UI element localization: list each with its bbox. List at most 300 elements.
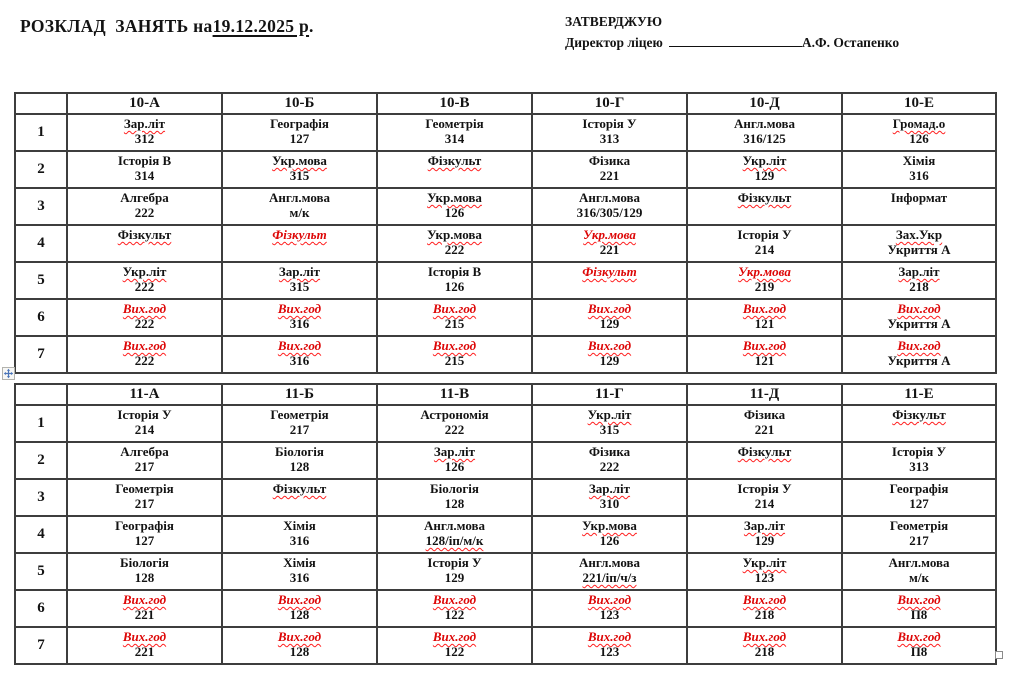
subject-name: Фізкульт bbox=[737, 190, 792, 205]
subject-name: Історія У bbox=[891, 444, 947, 459]
class-name-header[interactable]: 10-Г bbox=[532, 93, 687, 114]
lesson-cell[interactable] bbox=[532, 627, 687, 664]
lesson-cell[interactable] bbox=[532, 516, 687, 553]
class-name-header[interactable]: 11-Г bbox=[532, 384, 687, 405]
room-number: 122 bbox=[444, 607, 465, 622]
period-number[interactable]: 4 bbox=[15, 225, 67, 262]
schedule-row bbox=[15, 299, 996, 336]
room-number: 214 bbox=[754, 496, 775, 511]
subject-name: Геометрія bbox=[115, 481, 174, 496]
room-number: Укриття А bbox=[887, 353, 951, 368]
lesson-cell[interactable] bbox=[687, 405, 842, 442]
subject-name: Фізика bbox=[588, 153, 631, 168]
schedule-row bbox=[15, 553, 996, 590]
room-number: 121 bbox=[754, 353, 775, 368]
room-number: 214 bbox=[134, 422, 155, 437]
subject-name: Біологія bbox=[275, 444, 324, 459]
room-number: 316 bbox=[909, 168, 929, 183]
subject-name: Вих.год bbox=[742, 338, 787, 353]
schedule-row bbox=[15, 627, 996, 664]
schedule-row bbox=[15, 262, 996, 299]
lesson-cell[interactable] bbox=[67, 590, 222, 627]
room-number: Укриття А bbox=[887, 242, 951, 257]
room-number: 128 bbox=[289, 644, 310, 659]
lesson-cell[interactable] bbox=[67, 262, 222, 299]
subject-name: Вих.год bbox=[122, 592, 167, 607]
room-number: 315 bbox=[289, 168, 310, 183]
table-move-handle-icon[interactable] bbox=[2, 367, 15, 380]
subject-name: Географія bbox=[889, 481, 949, 496]
lesson-cell[interactable] bbox=[687, 516, 842, 553]
lesson-cell[interactable] bbox=[377, 299, 532, 336]
room-number: 221 bbox=[599, 168, 620, 183]
room-number: 218 bbox=[754, 607, 775, 622]
lesson-cell[interactable] bbox=[377, 151, 532, 188]
subject-name: Історія У bbox=[117, 407, 172, 422]
subject-name: Фізкульт bbox=[272, 227, 327, 242]
lesson-cell[interactable] bbox=[377, 590, 532, 627]
room-number: 123 bbox=[599, 644, 620, 659]
lesson-cell[interactable] bbox=[377, 336, 532, 373]
room-number: 221 bbox=[754, 422, 775, 437]
room-number: 313 bbox=[599, 131, 620, 146]
lesson-cell[interactable] bbox=[842, 516, 996, 553]
lesson-cell[interactable] bbox=[842, 553, 996, 590]
subject-name: Англ.мова bbox=[733, 116, 796, 131]
room-number: 126 bbox=[444, 279, 465, 294]
room-number: 316 bbox=[289, 353, 310, 368]
class-name-header[interactable]: 11-Д bbox=[687, 384, 842, 405]
lesson-cell[interactable] bbox=[842, 590, 996, 627]
room-number: 314 bbox=[444, 131, 465, 146]
lesson-cell[interactable] bbox=[377, 114, 532, 151]
room-number: 222 bbox=[599, 459, 620, 474]
subject-name: Вих.год bbox=[587, 629, 632, 644]
page-title bbox=[20, 16, 314, 37]
lesson-cell[interactable] bbox=[222, 479, 377, 516]
corner-cell[interactable] bbox=[15, 93, 67, 114]
approve-heading: ЗАТВЕРДЖУЮ bbox=[565, 14, 663, 29]
lesson-cell[interactable] bbox=[532, 188, 687, 225]
subject-name: Фізика bbox=[588, 444, 631, 459]
schedule-row bbox=[15, 479, 996, 516]
subject-name: Біологія bbox=[120, 555, 169, 570]
period-number[interactable]: 7 bbox=[15, 627, 67, 664]
room-number: 128 bbox=[289, 607, 310, 622]
lesson-cell[interactable] bbox=[222, 188, 377, 225]
lesson-cell[interactable] bbox=[842, 262, 996, 299]
period-number[interactable]: 7 bbox=[15, 336, 67, 373]
class-name-header[interactable]: 10-Е bbox=[842, 93, 996, 114]
subject-name: Зар.літ bbox=[123, 116, 166, 131]
class-header-row bbox=[15, 384, 996, 405]
room-number: 128/іп/м/к bbox=[425, 533, 484, 548]
room-number: 316 bbox=[289, 316, 310, 331]
subject-name: Геометрія bbox=[270, 407, 329, 422]
subject-name: Астрономія bbox=[420, 407, 489, 422]
subject-name: Вих.год bbox=[742, 629, 787, 644]
room-number: 218 bbox=[909, 279, 929, 294]
room-number: 219 bbox=[754, 279, 775, 294]
lesson-cell[interactable] bbox=[222, 627, 377, 664]
class-name-header[interactable]: 11-Б bbox=[222, 384, 377, 405]
corner-cell[interactable] bbox=[15, 384, 67, 405]
room-number: 221 bbox=[599, 242, 620, 257]
room-number: м/к bbox=[909, 570, 929, 585]
class-name-header[interactable]: 11-Е bbox=[842, 384, 996, 405]
lesson-cell[interactable] bbox=[842, 151, 996, 188]
period-number[interactable]: 1 bbox=[15, 114, 67, 151]
class-name-header[interactable]: 10-Д bbox=[687, 93, 842, 114]
subject-name: Зар.літ bbox=[588, 481, 631, 496]
room-number: 215 bbox=[444, 353, 465, 368]
class-name-header[interactable]: 10-А bbox=[67, 93, 222, 114]
director-signature-row bbox=[565, 34, 899, 51]
lesson-cell[interactable] bbox=[222, 225, 377, 262]
room-number: 221 bbox=[134, 607, 155, 622]
room-number: 123 bbox=[599, 607, 620, 622]
subject-name: Алгебра bbox=[120, 190, 169, 205]
subject-name: Укр.мова bbox=[582, 518, 637, 533]
subject-name: Хімія bbox=[902, 153, 936, 168]
period-number[interactable]: 3 bbox=[15, 479, 67, 516]
lesson-cell[interactable] bbox=[532, 151, 687, 188]
room-number: 126 bbox=[599, 533, 620, 548]
room-number: м/к bbox=[289, 205, 310, 220]
room-number: 222 bbox=[134, 316, 155, 331]
subject-name: Фізкульт bbox=[737, 444, 792, 459]
subject-name: Англ.мова bbox=[888, 555, 950, 570]
subject-name: Зар.літ bbox=[278, 264, 321, 279]
schedule-table-grade10 bbox=[14, 92, 997, 374]
class-name-header[interactable]: 10-В bbox=[377, 93, 532, 114]
subject-name: Вих.год bbox=[897, 629, 941, 644]
lesson-cell[interactable] bbox=[842, 225, 996, 262]
subject-name: Вих.год bbox=[122, 629, 167, 644]
subject-name: Вих.год bbox=[587, 301, 632, 316]
subject-name: Вих.год bbox=[897, 338, 941, 353]
room-number: 126 bbox=[444, 205, 465, 220]
subject-name: Вих.год bbox=[432, 629, 477, 644]
subject-name: Хімія bbox=[283, 518, 316, 533]
room-number: 126 bbox=[909, 131, 929, 146]
subject-name: Англ.мова bbox=[268, 190, 331, 205]
lesson-cell[interactable] bbox=[222, 262, 377, 299]
room-number: 122 bbox=[444, 644, 465, 659]
room-number: 310 bbox=[599, 496, 620, 511]
subject-name: Фізкульт bbox=[582, 264, 637, 279]
subject-name: Фізика bbox=[743, 407, 786, 422]
subject-name: Зах.Укр bbox=[895, 227, 943, 242]
period-number[interactable]: 5 bbox=[15, 553, 67, 590]
room-number: 129 bbox=[599, 353, 620, 368]
lesson-cell[interactable] bbox=[67, 442, 222, 479]
schedule-row bbox=[15, 151, 996, 188]
subject-name: Інформат bbox=[890, 190, 948, 205]
subject-name: Вих.год bbox=[277, 301, 322, 316]
lesson-cell[interactable] bbox=[377, 262, 532, 299]
lesson-cell[interactable] bbox=[687, 114, 842, 151]
room-number: 127 bbox=[134, 533, 155, 548]
room-number: 222 bbox=[444, 422, 465, 437]
lesson-cell[interactable] bbox=[687, 188, 842, 225]
period-number[interactable]: 6 bbox=[15, 299, 67, 336]
lesson-cell[interactable] bbox=[532, 479, 687, 516]
subject-name: Вих.год bbox=[587, 592, 632, 607]
lesson-cell[interactable] bbox=[532, 405, 687, 442]
room-number: П8 bbox=[910, 644, 928, 659]
period-number[interactable]: 1 bbox=[15, 405, 67, 442]
lesson-cell[interactable] bbox=[687, 442, 842, 479]
lesson-cell[interactable] bbox=[532, 299, 687, 336]
subject-name: Укр.літ bbox=[587, 407, 632, 422]
subject-name: Укр.мова bbox=[583, 227, 636, 242]
director-name: А.Ф. Остапенко bbox=[801, 35, 900, 50]
subject-name: Вих.год bbox=[277, 592, 322, 607]
lesson-cell[interactable] bbox=[67, 225, 222, 262]
subject-name: Фізкульт bbox=[427, 153, 482, 168]
lesson-cell[interactable] bbox=[377, 479, 532, 516]
room-number: 126 bbox=[444, 459, 465, 474]
room-number: 312 bbox=[134, 131, 155, 146]
lesson-cell[interactable] bbox=[222, 336, 377, 373]
subject-name: Алгебра bbox=[120, 444, 169, 459]
room-number: 316 bbox=[289, 533, 310, 548]
subject-name: Геометрія bbox=[425, 116, 484, 131]
signature-line bbox=[669, 34, 802, 47]
lesson-cell[interactable] bbox=[377, 225, 532, 262]
room-number: 214 bbox=[754, 242, 775, 257]
subject-name: Фізкульт bbox=[272, 481, 327, 496]
subject-name: Англ.мова bbox=[423, 518, 486, 533]
schedule-row bbox=[15, 114, 996, 151]
lesson-cell[interactable] bbox=[687, 336, 842, 373]
lesson-cell[interactable] bbox=[842, 442, 996, 479]
lesson-cell[interactable] bbox=[222, 590, 377, 627]
room-number: 222 bbox=[134, 205, 155, 220]
subject-name: Географія bbox=[270, 116, 329, 131]
lesson-cell[interactable] bbox=[532, 590, 687, 627]
subject-name: Хімія bbox=[283, 555, 316, 570]
lesson-cell[interactable] bbox=[687, 627, 842, 664]
subject-name: Громад.о bbox=[892, 116, 946, 131]
lesson-cell[interactable] bbox=[842, 336, 996, 373]
period-number[interactable]: 2 bbox=[15, 442, 67, 479]
subject-name: Фізкульт bbox=[117, 227, 172, 242]
subject-name: Укр.мова bbox=[427, 190, 482, 205]
room-number: 217 bbox=[289, 422, 310, 437]
lesson-cell[interactable] bbox=[532, 225, 687, 262]
subject-name: Зар.літ bbox=[433, 444, 476, 459]
room-number: 129 bbox=[444, 570, 465, 585]
title-prefix: РОЗКЛАД ЗАНЯТЬ на bbox=[20, 16, 213, 36]
lesson-cell[interactable] bbox=[532, 262, 687, 299]
lesson-cell[interactable] bbox=[222, 516, 377, 553]
lesson-cell[interactable] bbox=[67, 114, 222, 151]
schedule-table-grade11 bbox=[14, 383, 997, 665]
period-number[interactable]: 6 bbox=[15, 590, 67, 627]
lesson-cell[interactable] bbox=[687, 553, 842, 590]
subject-name: Зар.літ bbox=[898, 264, 940, 279]
lesson-cell[interactable] bbox=[687, 299, 842, 336]
lesson-cell[interactable] bbox=[842, 627, 996, 664]
lesson-cell[interactable] bbox=[842, 405, 996, 442]
subject-name: Історія У bbox=[582, 116, 637, 131]
subject-name: Вих.год bbox=[122, 301, 167, 316]
room-number: 313 bbox=[909, 459, 929, 474]
lesson-cell[interactable] bbox=[687, 479, 842, 516]
period-number[interactable]: 4 bbox=[15, 516, 67, 553]
director-label: Директор ліцею bbox=[565, 35, 663, 50]
room-number: 316 bbox=[289, 570, 310, 585]
subject-name: Укр.мова bbox=[272, 153, 327, 168]
room-number: 222 bbox=[134, 353, 155, 368]
room-number: 129 bbox=[599, 316, 620, 331]
subject-name: Історія У bbox=[737, 481, 792, 496]
room-number: 128 bbox=[444, 496, 465, 511]
lesson-cell[interactable] bbox=[377, 405, 532, 442]
subject-name: Історія В bbox=[427, 264, 482, 279]
lesson-cell[interactable] bbox=[67, 336, 222, 373]
subject-name: Вих.год bbox=[277, 629, 322, 644]
subject-name: Англ.мова bbox=[578, 555, 641, 570]
period-number[interactable]: 2 bbox=[15, 151, 67, 188]
lesson-cell[interactable] bbox=[687, 590, 842, 627]
period-number[interactable]: 3 bbox=[15, 188, 67, 225]
table-resize-handle-icon[interactable] bbox=[995, 651, 1003, 659]
lesson-cell[interactable] bbox=[532, 553, 687, 590]
room-number: 316/305/129 bbox=[576, 205, 643, 220]
subject-name: Історія В bbox=[117, 153, 172, 168]
lesson-cell[interactable] bbox=[842, 188, 996, 225]
room-number: Укриття А bbox=[887, 316, 951, 331]
lesson-cell[interactable] bbox=[687, 262, 842, 299]
room-number: 315 bbox=[599, 422, 620, 437]
lesson-cell[interactable] bbox=[67, 405, 222, 442]
subject-name: Біологія bbox=[430, 481, 479, 496]
subject-name: Фізкульт bbox=[892, 407, 946, 422]
lesson-cell[interactable] bbox=[842, 479, 996, 516]
subject-name: Укр.літ bbox=[742, 555, 787, 570]
room-number: П8 bbox=[910, 607, 928, 622]
lesson-cell[interactable] bbox=[377, 442, 532, 479]
approval-block bbox=[565, 14, 899, 51]
lesson-cell[interactable] bbox=[377, 627, 532, 664]
class-name-header[interactable]: 11-В bbox=[377, 384, 532, 405]
subject-name: Зар.літ bbox=[743, 518, 786, 533]
room-number: 129 bbox=[754, 168, 775, 183]
room-number: 217 bbox=[134, 496, 155, 511]
subject-name: Географія bbox=[115, 518, 174, 533]
subject-name: Укр.літ bbox=[122, 264, 167, 279]
lesson-cell[interactable] bbox=[222, 405, 377, 442]
schedule-row bbox=[15, 516, 996, 553]
lesson-cell[interactable] bbox=[67, 479, 222, 516]
lesson-cell[interactable] bbox=[687, 225, 842, 262]
lesson-cell[interactable] bbox=[67, 516, 222, 553]
subject-name: Вих.год bbox=[432, 592, 477, 607]
lesson-cell[interactable] bbox=[687, 151, 842, 188]
title-period: . bbox=[309, 16, 314, 36]
schedule-row bbox=[15, 442, 996, 479]
subject-name: Укр.мова bbox=[427, 227, 482, 242]
room-number: 221 bbox=[134, 644, 155, 659]
subject-name: Вих.год bbox=[277, 338, 322, 353]
room-number: 315 bbox=[289, 279, 310, 294]
class-header-row bbox=[15, 93, 996, 114]
class-name-header[interactable]: 10-Б bbox=[222, 93, 377, 114]
subject-name: Вих.год bbox=[432, 301, 477, 316]
lesson-cell[interactable] bbox=[377, 188, 532, 225]
schedule-row bbox=[15, 336, 996, 373]
room-number: 217 bbox=[909, 533, 929, 548]
lesson-cell[interactable] bbox=[222, 114, 377, 151]
title-date: 19.12.2025 р bbox=[212, 16, 310, 36]
room-number: 221/іп/ч/з bbox=[582, 570, 637, 585]
subject-name: Вих.год bbox=[897, 592, 941, 607]
lesson-cell[interactable] bbox=[222, 299, 377, 336]
lesson-cell[interactable] bbox=[67, 299, 222, 336]
subject-name: Укр.літ bbox=[742, 153, 787, 168]
room-number: 123 bbox=[754, 570, 775, 585]
lesson-cell[interactable] bbox=[67, 553, 222, 590]
lesson-cell[interactable] bbox=[222, 442, 377, 479]
room-number: 129 bbox=[754, 533, 775, 548]
period-number[interactable]: 5 bbox=[15, 262, 67, 299]
subject-name: Вих.год bbox=[897, 301, 941, 316]
room-number: 127 bbox=[289, 131, 310, 146]
room-number: 222 bbox=[134, 279, 155, 294]
subject-name: Вих.год bbox=[742, 592, 787, 607]
room-number: 222 bbox=[444, 242, 465, 257]
schedule-row bbox=[15, 188, 996, 225]
lesson-cell[interactable] bbox=[222, 151, 377, 188]
subject-name: Історія У bbox=[427, 555, 482, 570]
subject-name: Англ.мова bbox=[578, 190, 641, 205]
subject-name: Укр.мова bbox=[738, 264, 791, 279]
lesson-cell[interactable] bbox=[532, 336, 687, 373]
lesson-cell[interactable] bbox=[377, 516, 532, 553]
lesson-cell[interactable] bbox=[222, 553, 377, 590]
subject-name: Геометрія bbox=[889, 518, 949, 533]
subject-name: Вих.год bbox=[742, 301, 787, 316]
room-number: 215 bbox=[444, 316, 465, 331]
lesson-cell[interactable] bbox=[842, 299, 996, 336]
schedule-row bbox=[15, 225, 996, 262]
lesson-cell[interactable] bbox=[377, 553, 532, 590]
lesson-cell[interactable] bbox=[842, 114, 996, 151]
room-number: 128 bbox=[134, 570, 155, 585]
class-name-header[interactable]: 11-А bbox=[67, 384, 222, 405]
lesson-cell[interactable] bbox=[67, 627, 222, 664]
room-number: 218 bbox=[754, 644, 775, 659]
room-number: 314 bbox=[134, 168, 155, 183]
room-number: 316/125 bbox=[743, 131, 786, 146]
subject-name: Вих.год bbox=[432, 338, 477, 353]
room-number: 127 bbox=[909, 496, 929, 511]
room-number: 121 bbox=[754, 316, 775, 331]
subject-name: Вих.год bbox=[122, 338, 167, 353]
subject-name: Історія У bbox=[737, 227, 792, 242]
lesson-cell[interactable] bbox=[67, 188, 222, 225]
lesson-cell[interactable] bbox=[67, 151, 222, 188]
schedule-row bbox=[15, 405, 996, 442]
room-number: 128 bbox=[289, 459, 310, 474]
subject-name: Вих.год bbox=[587, 338, 632, 353]
lesson-cell[interactable] bbox=[532, 442, 687, 479]
schedule-row bbox=[15, 590, 996, 627]
lesson-cell[interactable] bbox=[532, 114, 687, 151]
